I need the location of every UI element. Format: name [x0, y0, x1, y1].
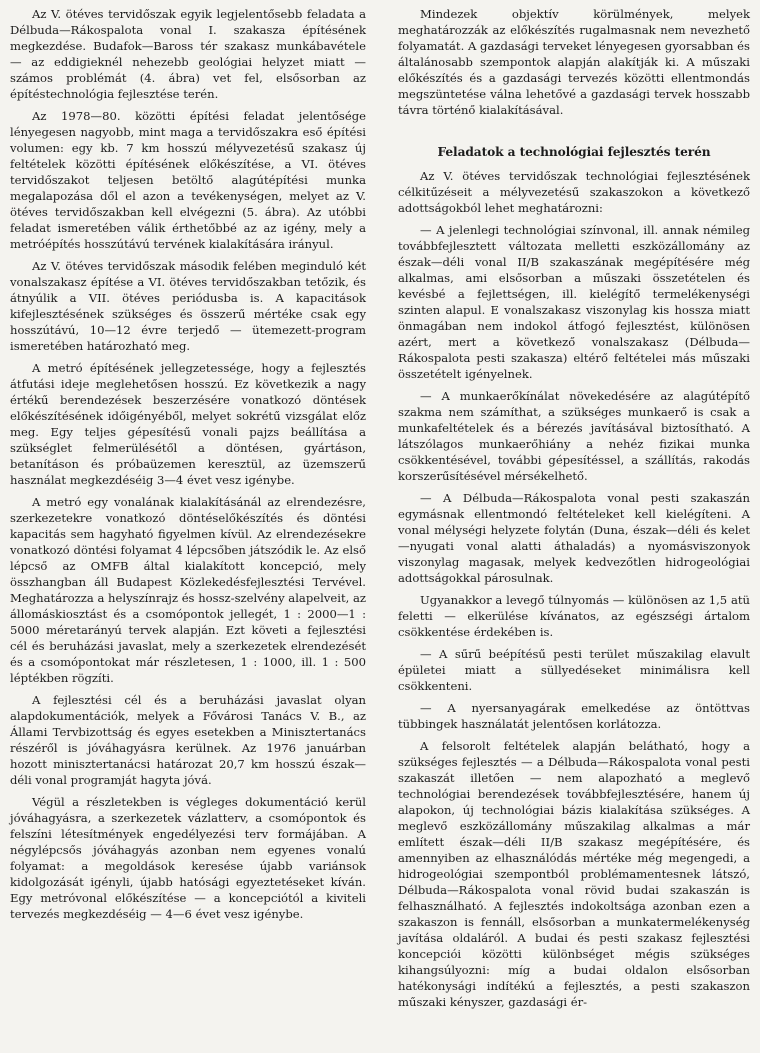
paragraph: A fejlesztési cél és a beruházási javaslat olyan alapdokumentációk, melyek a Fővárosi Tanács V. B., az Állami Tervbizottság és egyes esetekben a Minisztertanács részéről is jóváhagyásra kerülnek. Az 1976 januárban hozott minisztertanácsi határozat 20,7 km hosszú észak—déli vonal programját hagyta jóvá. [10, 693, 366, 787]
paragraph: A metró egy vonalának kialakításánál az elrendezésre, szerkezetekre vonatkozó döntéselőkészítés és döntési kapacitás sem hagyható figyelmen kívül. Az elrendezésekre vonatkozó döntési folyamat 4 lépcsőben játszódik le. Az első lépcső az OMFB által kialakított koncepció, mely összhangban áll Budapest Közlekedésfejlesztési Tervével. Meghatározza a helyszínrajz és hossz-szelvény alapelveit, az állomáskiosztást és a csomópontok jellegét, 1 : 2000—1 : 5000 méretarányú tervek alapján. Ezt követi a fejlesztési cél és beruházási javaslat, mely a szerkezetek elrendezését és a csomópontokat már részletesen, 1 : 1000, ill. 1 : 500 léptékben rögzíti. [10, 495, 366, 685]
paragraph: — A nyersanyagárak emelkedése az öntöttvas tübbingek használatát jelentősen korlátozza. [398, 701, 750, 731]
section-heading: Feladatok a technológiai fejlesztés terén [437, 145, 711, 159]
paragraph: — A munkaerőkínálat növekedésére az alagútépítő szakma nem számíthat, a szükséges munkaerő is csak a munkafeltételek és a bérezés javításával biztosítható. A látszólagos munkaerőhiány a nehéz fizikai munka csökkentésével, további gépesítéssel, a szállítás, rakodás korszerűsítésével mérsékelhető. [398, 389, 750, 483]
paragraph: Az 1978—80. közötti építési feladat jelentősége lényegesen nagyobb, mint maga a tervidőszakra eső építési volumen: egy kb. 7 km hosszú mélyvezetésű szakasz új feltételek közötti építésének előkészítése, a VI. ötéves tervidőszakot teljesen betöltő alagútépítési munka megalapozása dől el azon a tevékenységen, melyet az V. ötéves tervidőszakban kell elvégezni (5. ábra). Az utóbbi feladat ismeretében válik érthetőbbé az az igény, mely a metróépítés hosszútávú tervének kialakítására irányul. [10, 109, 366, 251]
paragraph: Mindezek objektív körülmények, melyek meghatározzák az előkészítés rugalmasnak nem nevezhető folyamatát. A gazdasági terveket lényegesen gyorsabban és általánosabb szempontok alapján alakítják ki. A műszaki előkészítés és a gazdasági tervezés közötti ellentmondás megszüntetése válna lehetővé a gazdasági tervek hosszabb távra történő kialakításával. [398, 7, 750, 117]
paragraph: — A sűrű beépítésű pesti terület műszakilag elavult épületei miatt a süllyedéseket minimálisra kell csökkenteni. [398, 647, 750, 693]
paragraph: A felsorolt feltételek alapján belátható, hogy a szükséges fejlesztés — a Délbuda—Rákospalota vonal pesti szakaszát illetően — nem alapozható a meglevő technológiai berendezések továbbfejlesztésére, hanem új alapokon, új technológiai bázis kialakítása szükséges. A meglevő eszközállomány műszakilag alkalmas a már említett észak—déli II/B szakasz megépítésére, és amennyiben az elhasználódás mértéke még megengedi, a hidrogeológiai szempontból problémamentesnek látszó, Délbuda—Rákospalota vonal rövid budai szakaszán is felhasználható. A fejlesztés indokoltsága azonban ezen a szakaszon is fennáll, elsősorban a munkatermelékenység javítása oldaláról. A budai és pesti szakasz fejlesztési koncepciói közötti különbséget mégis szükséges kihangsúlyozni: míg a budai oldalon elsősorban hatékonysági indítékú a fejlesztés, a pesti szakaszon műszaki kényszer, gazdasági ér- [398, 739, 750, 1009]
left-column [10, 6, 366, 928]
right-column [398, 6, 750, 1016]
paragraph: A metró építésének jellegzetessége, hogy a fejlesztés átfutási ideje meglehetősen hosszú. Ez következik a nagy értékű berendezések beszerzésére vonatkozó döntések előkészítésének időigényéből, melyet sokrétű vizsgálat előz meg. Egy teljes gépesítésű vonali pajzs beállítása a szükséglet felmerülésétől a döntésen, gyártáson, betanításon és próbaüzemen keresztül, az üzemszerű használat megkezdéséig 3—4 évet vesz igénybe. [10, 361, 366, 487]
paragraph: Az V. ötéves tervidőszak második felében meginduló két vonalszakasz építése a VI. ötéves tervidőszakban tetőzik, és átnyúlik a VII. ötéves periódusba is. A kapacitások kifejlesztésének szükséges és összerű mértéke csak egy hosszútávú, 10—12 évre terjedő — ütemezett-program ismeretében határozható meg. [10, 259, 366, 353]
paragraph: — A Délbuda—Rákospalota vonal pesti szakaszán egymásnak ellentmondó feltételeket kell kielégíteni. A vonal mélységi helyzete folytán (Duna, észak—déli és kelet—nyugati vonal alatti áthaladás) a nyomásviszonyok viszonylag magasak, melyek kedvezőtlen hidrogeológiai adottságokkal párosulnak. [398, 491, 750, 585]
paragraph: — A jelenlegi technológiai színvonal, ill. annak némileg továbbfejlesztett változata melletti eszközállomány az észak—déli vonal II/B szakaszának megépítésére még alkalmas, ami elsősorban a műszaki összetételen és kevésbé a fejlettségen, ill. kielégítő termelékenységi szinten alapul. E vonalszakasz viszonylag kis hossza miatt önmagában nem indokol átfogó fejlesztést, különösen azért, mert a következő vonalszakasz (Délbuda—Rákospalota pesti szakasza) eltérő feltételei más műszaki összetételt igényelnek. [398, 223, 750, 381]
paragraph: Az V. ötéves tervidőszak egyik legjelentősebb feladata a Délbuda—Rákospalota vonal I. szakasza építésének megkezdése. Budafok—Baross tér szakasz munkábavétele — az eddigieknél nehezebb geológiai helyzet miatt — számos problémát (4. ábra) vet fel, elsősorban az építéstechnológia fejlesztése terén. [10, 7, 366, 101]
paragraph: Végül a részletekben is végleges dokumentáció kerül jóváhagyásra, a szerkezetek vázlatterv, a csomópontok és felszíni létesítmények engedélyezési terv formájában. A négylépcsős jóváhagyás azonban nem egyenes vonalú folyamat: a megoldások keresése újabb variánsok kidolgozását igényli, újabb hatósági egyeztetéseket kíván. Egy metróvonal előkészítése — a koncepciótól a kiviteli tervezés megkezdéséig — 4—6 évet vesz igénybe. [10, 795, 366, 921]
paragraph: Az V. ötéves tervidőszak technológiai fejlesztésének célkitűzéseit a mélyvezetésű szakaszokon a következő adottságokból lehet meghatározni: [398, 169, 750, 215]
paragraph: Ugyanakkor a levegő túlnyomás — különösen az 1,5 atü feletti — elkerülése kívánatos, az egészségi ártalom csökkentése érdekében is. [398, 593, 750, 639]
